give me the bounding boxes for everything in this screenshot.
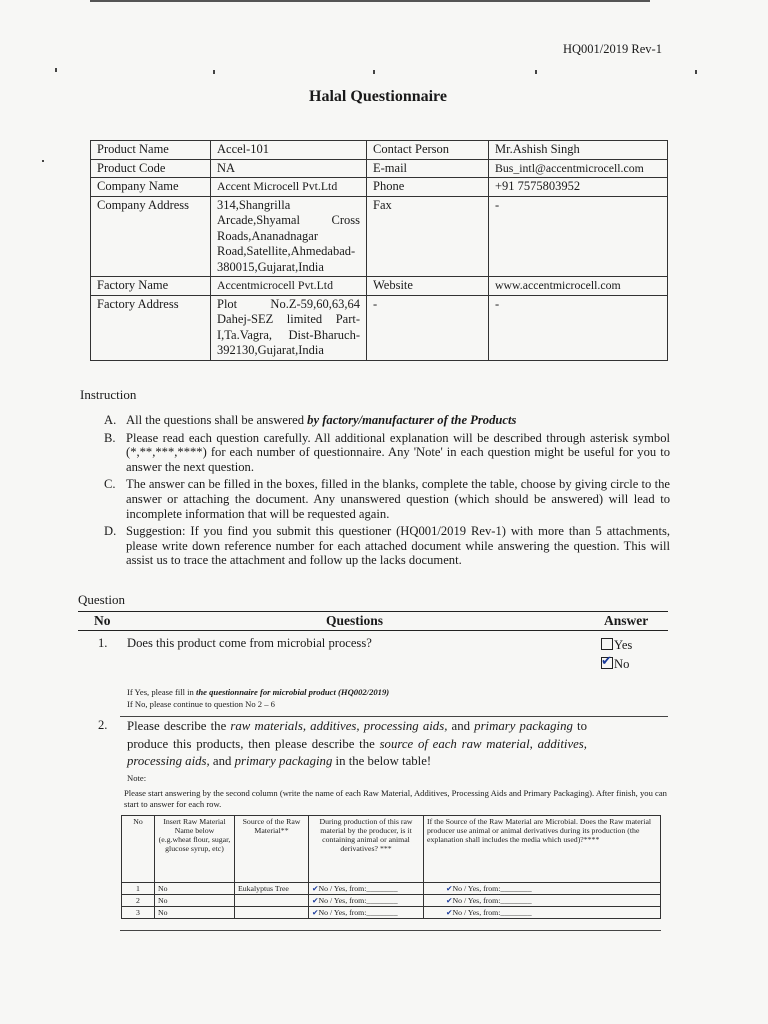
q2-part: Please describe the <box>127 719 231 733</box>
q2-emphasis: primary packaging <box>474 719 573 733</box>
q2-part: and <box>447 719 475 733</box>
scan-speck <box>55 68 57 72</box>
checkbox-no[interactable] <box>601 654 613 669</box>
list-item <box>104 413 670 428</box>
instruction-heading: Instruction <box>80 387 137 402</box>
checkmark-icon: ✔ <box>312 908 319 917</box>
question-2-text <box>127 718 587 771</box>
instruction-d-text: Suggestion: If you find you submit this questioner (HQ001/2019 Rev-1) with more than 5 attachments, please write down reference number for each attached document while answering the question. This will assist us to trace the attachment and follow up the lacks document. <box>126 524 670 568</box>
table-row <box>91 178 668 197</box>
instruction-list <box>104 413 670 571</box>
checkbox-yes[interactable] <box>601 638 613 650</box>
question-1-number: 1. <box>98 636 108 650</box>
fax-label: Fax <box>367 196 489 277</box>
instruction-b-text: Please read each question carefully. All additional explanation will be described through asterisk symbol (*,**,***,****) for each number of questionnaire. Any 'Note' in each question might be useful for you to answer the next question. <box>126 430 670 474</box>
product-name-label: Product Name <box>91 141 211 160</box>
note-text: If Yes, please fill in <box>127 687 196 697</box>
website-value: www.accentmicrocell.com <box>489 277 668 296</box>
row-source <box>235 907 309 919</box>
instruction-a-emphasis: by factory/manufacturer of the Products <box>307 413 517 427</box>
row-microbial[interactable] <box>424 883 661 895</box>
question-table-header <box>78 611 668 631</box>
page-title: Halal Questionnaire <box>309 88 447 105</box>
q2-emphasis: source of each raw material, additives, processing aids, <box>127 736 587 768</box>
table-row <box>91 159 668 178</box>
question-1-text: Does this product come from microbial process? <box>127 636 372 650</box>
product-code-value: NA <box>211 159 367 178</box>
row-name: No <box>155 895 235 907</box>
checkmark-icon: ✔ <box>446 908 453 917</box>
website-label: Website <box>367 277 489 296</box>
question-1-note-2: If No, please continue to question No 2 – 6 <box>127 699 275 709</box>
instruction-letter: A. <box>104 413 117 427</box>
email-label: E-mail <box>367 159 489 178</box>
instruction-letter: B. <box>104 430 116 445</box>
question-2-note-label: Note: <box>127 773 147 783</box>
instruction-c-text: The answer can be filled in the boxes, filled in the blanks, complete the table, choose by giving circle to the answer or attaching the document. Any unanswered question (which should be answered) will lead to incomplete information that will be requested again. <box>126 477 670 521</box>
row-no: 3 <box>122 907 155 919</box>
q2-part: to produce this products, then please describe the <box>127 719 587 751</box>
column-header-answer: Answer <box>604 613 649 628</box>
factory-address-extra1: - <box>367 295 489 360</box>
table-row <box>122 883 661 895</box>
note-emphasis: the questionnaire for microbial product (HQ002/2019) <box>195 687 390 697</box>
instruction-a-text: All the questions shall be answered <box>126 413 308 427</box>
q2-emphasis: raw materials, additives, processing aids, <box>230 719 448 733</box>
row-name: No <box>155 907 235 919</box>
bottom-rule <box>120 930 661 931</box>
row-animal[interactable] <box>309 895 424 907</box>
row-microbial[interactable] <box>424 895 661 907</box>
phone-label: Phone <box>367 178 489 197</box>
answer-yes-option[interactable] <box>601 638 632 653</box>
factory-address-extra2: - <box>489 295 668 360</box>
list-item <box>104 524 670 568</box>
product-info-table <box>90 140 668 361</box>
table-row <box>122 895 661 907</box>
table-row <box>91 141 668 160</box>
company-name-value: Accent Microcell Pvt.Ltd <box>211 178 367 197</box>
checkmark-icon: ✔ <box>446 896 453 905</box>
scan-speck <box>695 70 697 74</box>
q2-part: in the below table! <box>332 754 432 768</box>
answer-yes-label: Yes <box>614 638 633 652</box>
list-item <box>104 477 670 521</box>
scan-top-border <box>90 0 650 8</box>
table-row <box>91 277 668 296</box>
row-animal-text: No / Yes, from:________ <box>318 896 398 905</box>
factory-name-value: Accentmicrocell Pvt.Ltd <box>211 277 367 296</box>
row-name: No <box>155 883 235 895</box>
fax-value: - <box>489 196 668 277</box>
company-address-value: 314,Shangrilla Arcade,Shyamal Cross Roads,Ananadnagar Road,Satellite,Ahmedabad-380015,Gujarat,India <box>211 196 367 277</box>
scan-speck <box>213 70 215 74</box>
phone-value: +91 7575803952 <box>489 178 668 197</box>
row-animal[interactable] <box>309 883 424 895</box>
q2-emphasis: primary packaging <box>234 754 333 768</box>
contact-person-label: Contact Person <box>367 141 489 160</box>
contact-person-value: Mr.Ashish Singh <box>489 141 668 160</box>
checkmark-icon: ✔ <box>312 884 319 893</box>
product-name-value: Accel-101 <box>211 141 367 160</box>
row-animal[interactable] <box>309 907 424 919</box>
table-row <box>91 295 668 360</box>
table-row <box>122 907 661 919</box>
question-1-note-1 <box>127 687 389 698</box>
factory-name-label: Factory Name <box>91 277 211 296</box>
instruction-letter: D. <box>104 524 117 539</box>
row-microbial[interactable] <box>424 907 661 919</box>
checkmark-icon: ✔ <box>446 884 453 893</box>
q2-part: and <box>209 754 235 768</box>
company-name-label: Company Name <box>91 178 211 197</box>
question-2-number: 2. <box>98 718 108 732</box>
row-microbial-text: No / Yes, from:________ <box>452 884 532 893</box>
raw-col-name: Insert Raw Material Name below (e.g.wheat flour, sugar, glucose syrup, etc) <box>155 816 235 883</box>
factory-address-value: Plot No.Z-59,60,63,64 Dahej-SEZ limited Part-I,Ta.Vagra, Dist-Bharuch-392130,Gujarat,India <box>211 295 367 360</box>
checkmark-icon: ✔ <box>312 896 319 905</box>
instruction-letter: C. <box>104 477 116 492</box>
column-header-questions: Questions <box>326 613 384 628</box>
scan-speck <box>373 70 375 74</box>
column-header-no: No <box>94 613 111 628</box>
question-2-note: Please start answering by the second column (write the name of each Raw Material, Additives, Processing Aids and Primary Packaging). After finish, you can start to answer for each row. <box>124 788 667 809</box>
table-row <box>91 196 668 277</box>
row-microbial-text: No / Yes, from:________ <box>452 896 532 905</box>
row-no: 2 <box>122 895 155 907</box>
question-separator <box>120 716 668 717</box>
company-address-label: Company Address <box>91 196 211 277</box>
raw-col-source: Source of the Raw Material** <box>235 816 309 883</box>
row-animal-text: No / Yes, from:________ <box>318 908 398 917</box>
row-animal-text: No / Yes, from:________ <box>318 884 398 893</box>
raw-col-animal: During production of this raw material by the producer, is it containing animal or animal derivatives? *** <box>309 816 424 883</box>
list-item <box>104 431 670 475</box>
row-source <box>235 895 309 907</box>
raw-col-no: No <box>122 816 155 883</box>
question-heading: Question <box>78 592 125 607</box>
answer-no-label: No <box>614 657 630 671</box>
row-source: Eukalyptus Tree <box>235 883 309 895</box>
raw-col-microbial: If the Source of the Raw Material are Microbial. Does the Raw material producer use animal or animal derivatives during its production (the explanation shall includes the media which used)?**** <box>424 816 661 883</box>
product-code-label: Product Code <box>91 159 211 178</box>
answer-no-option[interactable] <box>601 654 630 672</box>
row-microbial-text: No / Yes, from:________ <box>452 908 532 917</box>
row-no: 1 <box>122 883 155 895</box>
checkmark-icon: ✔ <box>601 654 612 669</box>
table-row <box>122 816 661 883</box>
scan-speck <box>535 70 537 74</box>
document-code: HQ001/2019 Rev-1 <box>563 42 662 56</box>
email-value: Bus_intl@accentmicrocell.com <box>489 159 668 178</box>
factory-address-label: Factory Address <box>91 295 211 360</box>
scan-speck <box>42 160 44 162</box>
raw-material-table <box>121 815 661 919</box>
